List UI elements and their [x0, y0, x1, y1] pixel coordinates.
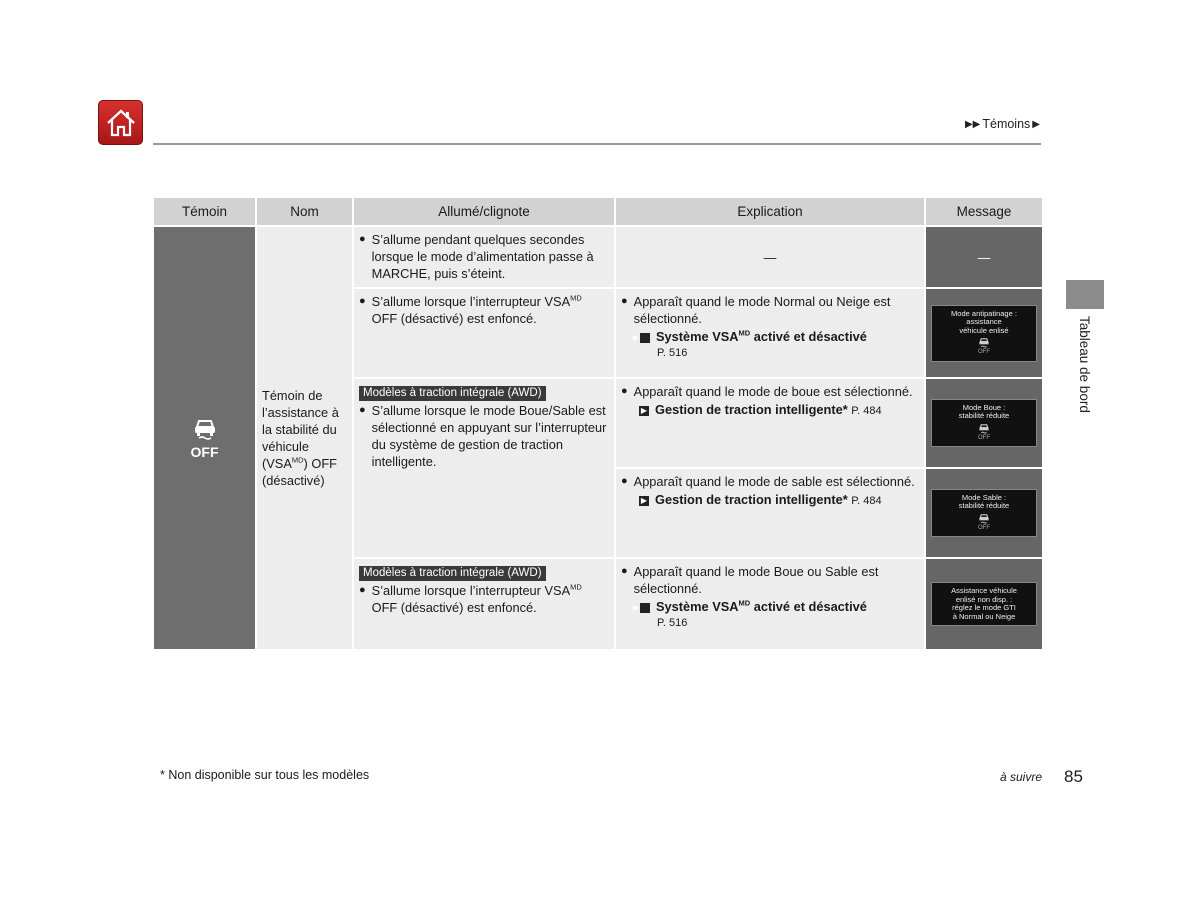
- reference-arrow-icon: ▶: [640, 405, 648, 415]
- reference-title: Gestion de traction intelligente: [655, 402, 843, 417]
- explanation-text: Apparaît quand le mode de boue est sélectionné.: [633, 384, 913, 399]
- explanation-text: Apparaît quand le mode de sable est sélectionné.: [633, 474, 915, 489]
- column-header: Explication: [616, 198, 924, 225]
- section-tab-marker[interactable]: [1066, 280, 1104, 309]
- footnote-star: *: [842, 492, 848, 507]
- cross-reference-link[interactable]: [621, 598, 919, 615]
- indicator-table: [152, 196, 1044, 651]
- display-message-screen: [931, 305, 1037, 362]
- display-message-screen: [931, 489, 1037, 538]
- screen-line: assistance: [966, 317, 1002, 326]
- screen-line: Mode Sable :: [961, 492, 1007, 502]
- bullet-icon: ●: [359, 584, 366, 596]
- display-message-screen: [931, 399, 1037, 448]
- screen-line: enlisé non disp. :: [955, 594, 1013, 604]
- explanation-cell: [616, 379, 924, 467]
- vsa-off-icon: [977, 423, 991, 434]
- indicator-name-cell: [257, 227, 352, 649]
- reference-page: P. 484: [851, 405, 882, 417]
- reference-title: Système VSA: [656, 599, 739, 614]
- vsa-off-icon: [977, 513, 991, 524]
- bullet-icon: ●: [359, 233, 366, 245]
- reference-title-tail: activé et désactivé: [750, 599, 867, 614]
- breadcrumb-arrow-icon: ▶: [1032, 118, 1040, 130]
- bullet-icon: ●: [621, 565, 628, 577]
- explanation-text: Apparaît quand le mode Normal ou Neige est sélectionné.: [633, 294, 891, 326]
- screen-line: Assistance véhicule: [951, 586, 1017, 595]
- message-cell: [926, 559, 1042, 649]
- reference-title: Gestion de traction intelligente: [655, 492, 843, 507]
- breadcrumb[interactable]: [965, 117, 1040, 131]
- indicator-off-label: OFF: [190, 444, 219, 460]
- reference-title-tail: activé et désactivé: [750, 329, 867, 344]
- bullet-icon: ●: [621, 385, 628, 397]
- footnote-star: *: [842, 402, 848, 417]
- explanation-text: Apparaît quand le mode Boue ou Sable est sélectionné.: [633, 564, 879, 596]
- column-header: Message: [926, 198, 1042, 225]
- registered-mark: MD: [570, 582, 582, 592]
- cross-reference-link[interactable]: [621, 401, 919, 420]
- registered-mark: MD: [738, 328, 751, 338]
- indicator-name: Témoin de l’assistance à la stabilité du véhicule (VSA: [262, 388, 339, 471]
- indicator-cell: [154, 227, 255, 649]
- breadcrumb-label: Témoins: [982, 117, 1031, 131]
- message-cell: [926, 289, 1042, 377]
- message-cell: —: [926, 227, 1042, 287]
- reference-arrow-icon: ▶: [640, 495, 648, 505]
- screen-line: Mode Boue :: [962, 402, 1006, 412]
- bullet-icon: ●: [621, 295, 628, 307]
- vsa-off-icon: [977, 337, 991, 348]
- bullet-icon: ●: [359, 295, 366, 307]
- lit-text-tail: OFF (désactivé) est enfoncé.: [371, 600, 537, 615]
- header-divider: [153, 143, 1041, 145]
- home-icon: [105, 108, 137, 138]
- column-header: Allumé/clignote: [354, 198, 614, 225]
- breadcrumb-arrow-icon: ▶▶: [964, 118, 981, 130]
- cross-reference-link[interactable]: [621, 491, 919, 510]
- column-header: Nom: [257, 198, 352, 225]
- model-badge: Modèles à traction intégrale (AWD): [359, 566, 546, 581]
- registered-mark: MD: [570, 293, 582, 303]
- lit-text: S’allume lorsque l’interrupteur VSA: [371, 583, 571, 598]
- section-tab-label: Tableau de bord: [1077, 316, 1092, 413]
- reference-arrow-icon: ▶: [640, 333, 650, 343]
- bullet-icon: ●: [359, 404, 366, 416]
- footnote: * Non disponible sur tous les modèles: [160, 768, 370, 782]
- vsa-off-indicator-icon: [190, 417, 220, 441]
- lit-cell: [354, 559, 614, 649]
- display-message-screen: [931, 582, 1037, 626]
- lit-text: S’allume lorsque le mode Boue/Sable est sélectionné en appuyant sur l’interrupteur du système de gestion de traction intelligente.: [371, 403, 607, 469]
- table-row: [154, 227, 1042, 287]
- message-cell: [926, 379, 1042, 467]
- home-button[interactable]: [98, 100, 143, 145]
- reference-page[interactable]: P. 516: [657, 617, 688, 629]
- bullet-icon: ●: [621, 475, 628, 487]
- lit-cell: [354, 379, 614, 557]
- reference-arrow-icon: ▶: [640, 603, 650, 613]
- reference-page[interactable]: P. 516: [657, 347, 688, 359]
- lit-cell: [354, 227, 614, 287]
- lit-text-tail: OFF (désactivé) est enfoncé.: [371, 311, 537, 326]
- screen-line: à Normal ou Neige: [952, 611, 1016, 621]
- page-number: 85: [1064, 767, 1083, 786]
- explanation-cell: —: [616, 227, 924, 287]
- table-header-row: [154, 198, 1042, 225]
- reference-title: Système VSA: [656, 329, 739, 344]
- reference-page: P. 484: [851, 495, 882, 507]
- explanation-cell: [616, 469, 924, 557]
- lit-text: S’allume lorsque l’interrupteur VSA: [371, 294, 571, 309]
- lit-text: S’allume pendant quelques secondes lorsque le mode d’alimentation passe à MARCHE, puis s’éteint.: [371, 232, 594, 281]
- screen-off-label: OFF: [978, 434, 990, 441]
- registered-mark: MD: [291, 455, 304, 465]
- registered-mark: MD: [738, 598, 751, 608]
- screen-line: Mode antipatinage :: [951, 308, 1017, 318]
- lit-cell: [354, 289, 614, 377]
- column-header: Témoin: [154, 198, 255, 225]
- model-badge: Modèles à traction intégrale (AWD): [359, 386, 546, 401]
- screen-line: stabilité réduite: [958, 411, 1010, 421]
- explanation-cell: [616, 559, 924, 649]
- indicator-name-tail: ) OFF (désactivé): [262, 456, 337, 488]
- screen-off-label: OFF: [978, 349, 990, 355]
- explanation-cell: [616, 289, 924, 377]
- screen-line: stabilité réduite: [958, 501, 1010, 511]
- message-cell: [926, 469, 1042, 557]
- screen-line: réglez le mode GTI: [952, 603, 1016, 612]
- screen-line: véhicule enlisé: [959, 325, 1009, 335]
- cross-reference-link[interactable]: [621, 328, 919, 345]
- screen-off-label: OFF: [978, 524, 990, 531]
- continued-label: à suivre: [1000, 770, 1043, 784]
